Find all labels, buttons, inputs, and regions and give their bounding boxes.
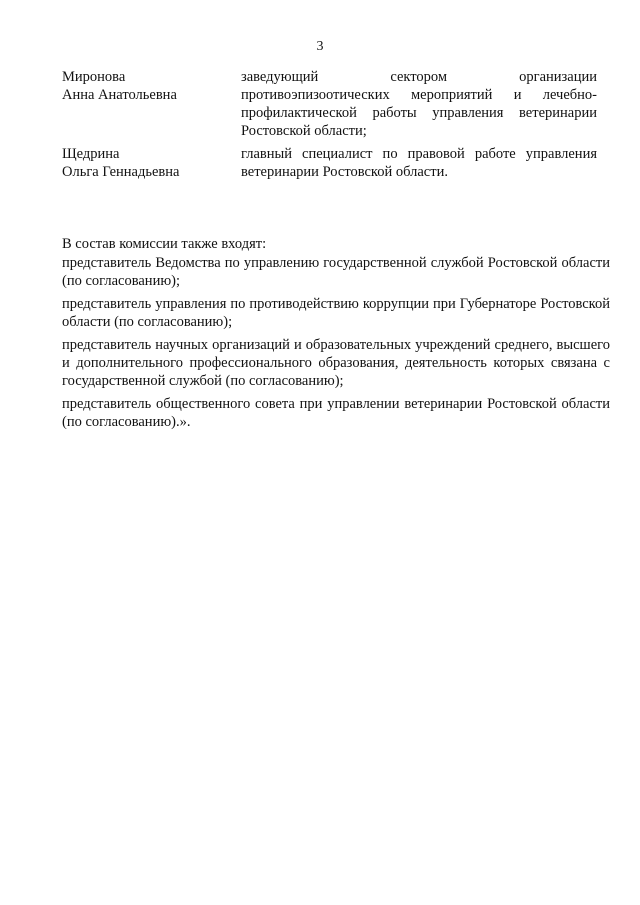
composition-item: представитель научных организаций и образовательных учреждений среднего, высшего и дополнительного профессионального образования, деятельность которых связана с государственной службой (по согласованию); <box>62 337 610 389</box>
composition-item: представитель управления по противодействию коррупции при Губернаторе Ростовской области (по согласованию); <box>62 296 610 330</box>
member-given-names: Ольга Геннадьевна <box>62 164 180 180</box>
member-name <box>62 145 232 181</box>
commission-composition <box>62 235 610 436</box>
member-name <box>62 68 232 104</box>
composition-item: представитель общественного совета при управлении ветеринарии Ростовской области (по согласованию).». <box>62 396 610 430</box>
composition-item: представитель Ведомства по управлению государственной службой Ростовской области (по согласованию); <box>62 255 610 289</box>
member-given-names: Анна Анатольевна <box>62 87 177 103</box>
member-role: главный специалист по правовой работе управления ветеринарии Ростовской области. <box>241 146 597 180</box>
composition-intro: В состав комиссии также входят: <box>62 236 267 252</box>
member-surname: Миронова <box>62 69 126 85</box>
page-number: 3 <box>316 39 324 54</box>
member-role: заведующий сектором организации противоэпизоотических мероприятий и лечебно-профилактической работы управления ветеринарии Ростовской области; <box>241 69 597 139</box>
member-surname: Щедрина <box>62 146 120 162</box>
